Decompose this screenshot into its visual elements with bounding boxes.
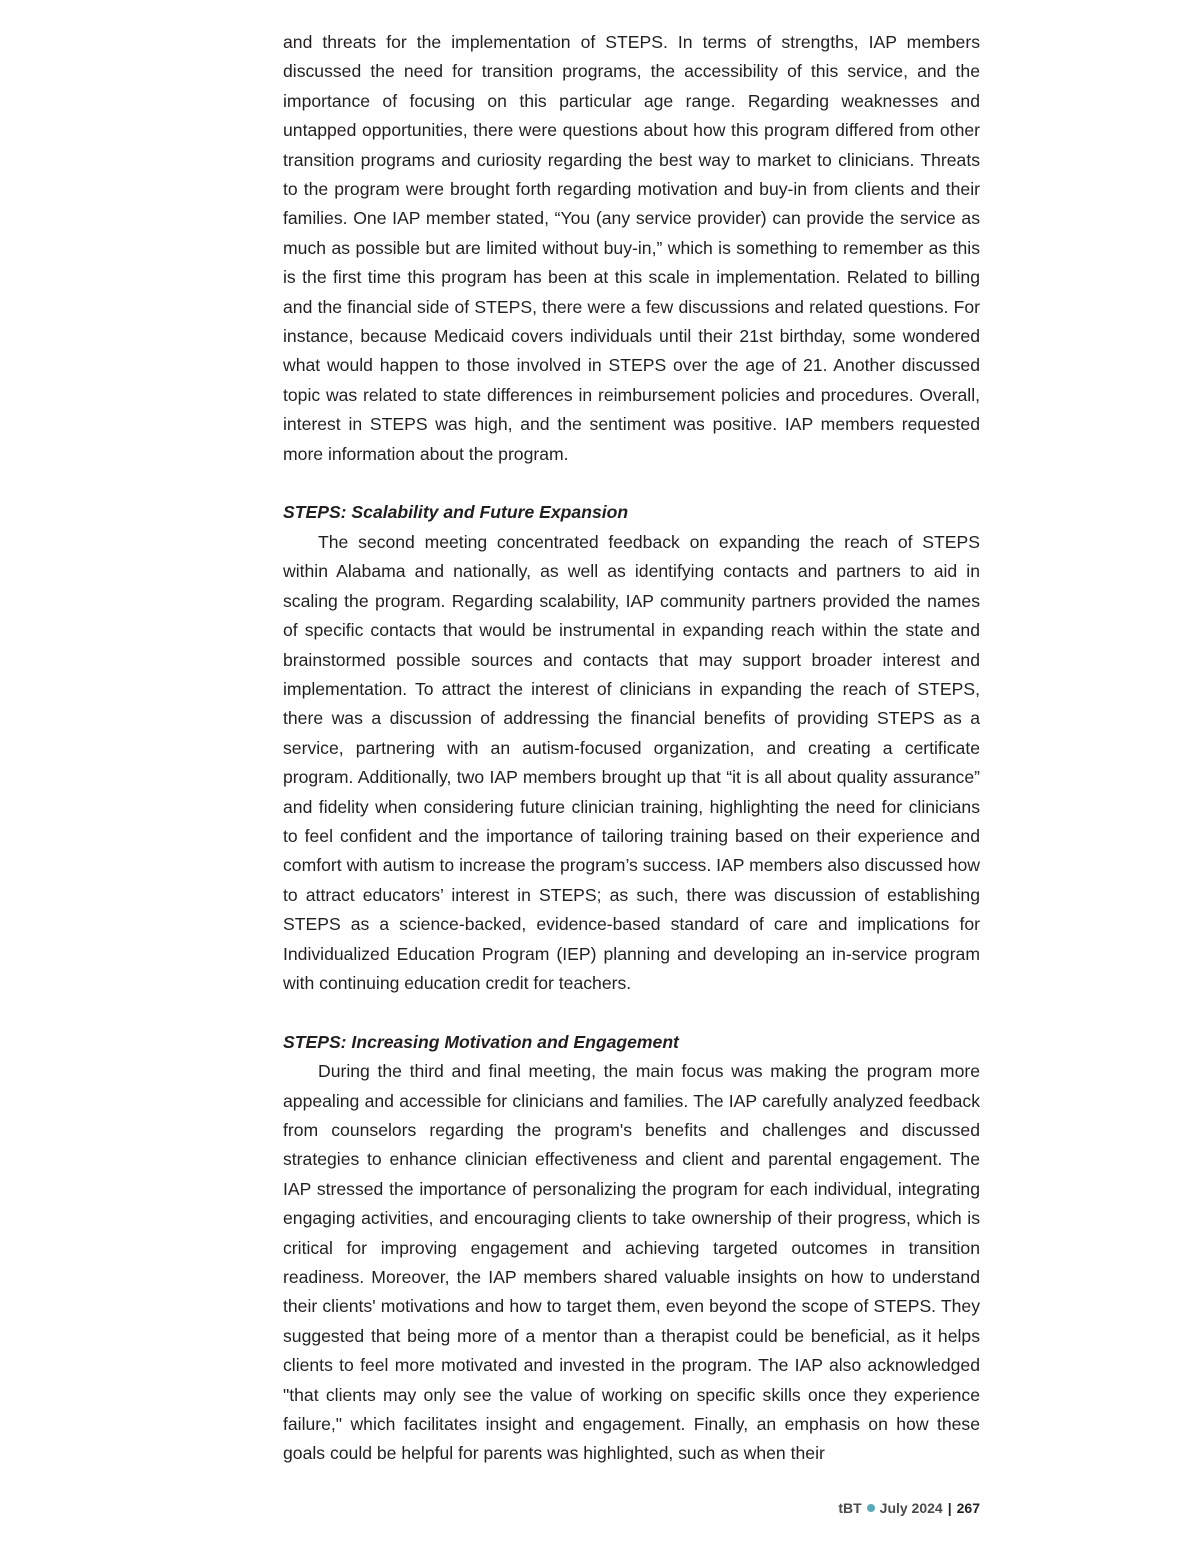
footer-separator: | [947,1500,952,1516]
section-heading-motivation: STEPS: Increasing Motivation and Engagement [283,1031,679,1052]
intro-paragraph: and threats for the implementation of STEPS. In terms of strengths, IAP members discussed the need for transition programs, the accessibility of this service, and the importance of focusing on this particular age range. Regarding weaknesses and untapped opportunities, there were questions about how this program differed from other transition programs and curiosity regarding the best way to market to clinicians. Threats to the program were brought forth regarding motivation and buy-in from clients and their families. One IAP member stated, “You (any service provider) can provide the service as much as possible but are limited without buy-in,” which is something to remember as this is the first time this program has been at this scale in implementation. Related to billing and the financial side of STEPS, there were a few discussions and related questions. For instance, because Medicaid covers individuals until their 21st birthday, some wondered what would happen to those involved in STEPS over the age of 21. Another discussed topic was related to state differences in reimbursement policies and procedures. Overall, interest in STEPS was high, and the sentiment was positive. IAP members requested more information about the program. [283,32,980,464]
issue-date: July 2024 [879,1500,943,1516]
section-body-motivation: During the third and final meeting, the main focus was making the program more appealing and accessible for clinicians and families. The IAP carefully analyzed feedback from counselors regarding the program's benefits and challenges and discussed strategies to enhance clinician effectiveness and client and parental engagement. The IAP stressed the importance of personalizing the program for each individual, integrating engaging activities, and encouraging clients to take ownership of their progress, which is critical for improving engagement and achieving targeted outcomes in transition readiness. Moreover, the IAP members shared valuable insights on how to understand their clients' motivations and how to target them, even beyond the scope of STEPS. They suggested that being more of a mentor than a therapist could be beneficial, as it helps clients to feel more motivated and invested in the program. The IAP also acknowledged "that clients may only see the value of working on specific skills once they experience failure," which facilitates insight and engagement. Finally, an emphasis on how these goals could be helpful for parents was highlighted, such as when their [283,1061,980,1464]
section-body-scalability: The second meeting concentrated feedback on expanding the reach of STEPS within Alabama and nationally, as well as identifying contacts and partners to aid in scaling the program. Regarding scalability, IAP community partners provided the names of specific contacts that would be instrumental in expanding reach within the state and brainstormed possible sources and contacts that may support broader interest and implementation. To attract the interest of clinicians in expanding the reach of STEPS, there was a discussion of addressing the financial benefits of providing STEPS as a service, partnering with an autism-focused organization, and creating a certificate program. Additionally, two IAP members brought up that “it is all about quality assurance” and fidelity when considering future clinician training, highlighting the need for clinicians to feel confident and the importance of tailoring training based on their experience and comfort with autism to increase the program’s success. IAP members also discussed how to attract educators’ interest in STEPS; as such, there was discussion of establishing STEPS as a science-backed, evidence-based standard of care and implications for Individualized Education Program (IEP) planning and developing an in-service program with continuing education credit for teachers. [283,531,980,993]
page-number: 267 [956,1500,980,1516]
page-footer [838,1500,980,1516]
section-heading-scalability: STEPS: Scalability and Future Expansion [283,502,629,523]
bullet-dot-icon [867,1504,875,1512]
journal-name: tBT [838,1500,862,1516]
article-column [283,28,980,1469]
